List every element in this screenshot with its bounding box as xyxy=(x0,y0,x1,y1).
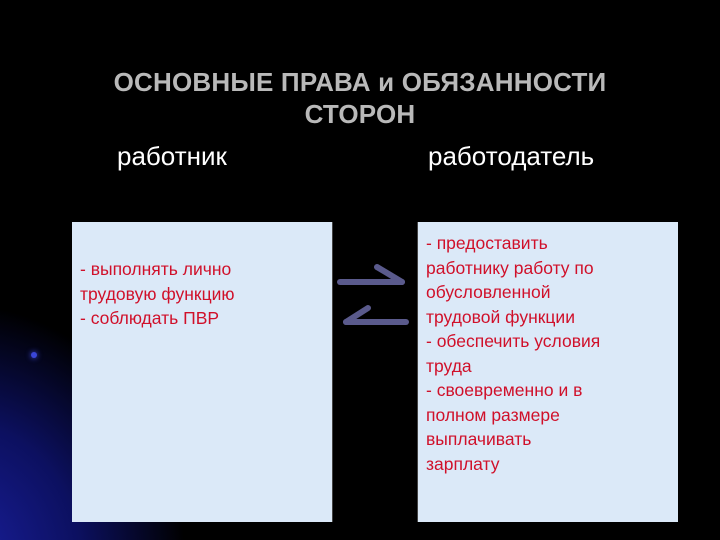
employer-duty-line: работнику работу по xyxy=(426,257,594,278)
title-line-2: СТОРОН xyxy=(304,99,416,129)
employer-duty-line: выплачивать xyxy=(426,429,532,449)
employee-duty-line: - соблюдать ПВР xyxy=(80,308,220,328)
employer-duties-panel xyxy=(418,222,678,522)
employer-duty-line: трудовой функции xyxy=(426,306,575,327)
employer-duty-line: - предоставить xyxy=(426,233,548,253)
employer-duty-line: обусловленной xyxy=(426,282,551,302)
employer-duty-line: - обеспечить условия xyxy=(426,331,601,351)
employer-duty-line: труда xyxy=(426,355,472,376)
title-line-1: ОСНОВНЫЕ ПРАВА и ОБЯЗАННОСТИ xyxy=(113,67,607,97)
employer-duty-line: - своевременно и в xyxy=(426,380,583,400)
decor-dot xyxy=(31,352,37,358)
employee-duty-line: - выполнять лично xyxy=(80,259,232,279)
employee-heading: работник xyxy=(117,141,227,171)
exchange-arrows xyxy=(332,222,418,522)
employer-duty-line: полном размере xyxy=(426,404,560,425)
employee-duties-panel xyxy=(72,222,332,522)
employer-heading: работодатель xyxy=(428,141,595,171)
employee-duty-line: трудовую функцию xyxy=(80,283,235,304)
slide-title xyxy=(40,66,680,130)
employer-duty-line: зарплату xyxy=(426,453,500,474)
left-arrow-icon xyxy=(346,308,406,322)
right-arrow-icon xyxy=(340,267,402,282)
